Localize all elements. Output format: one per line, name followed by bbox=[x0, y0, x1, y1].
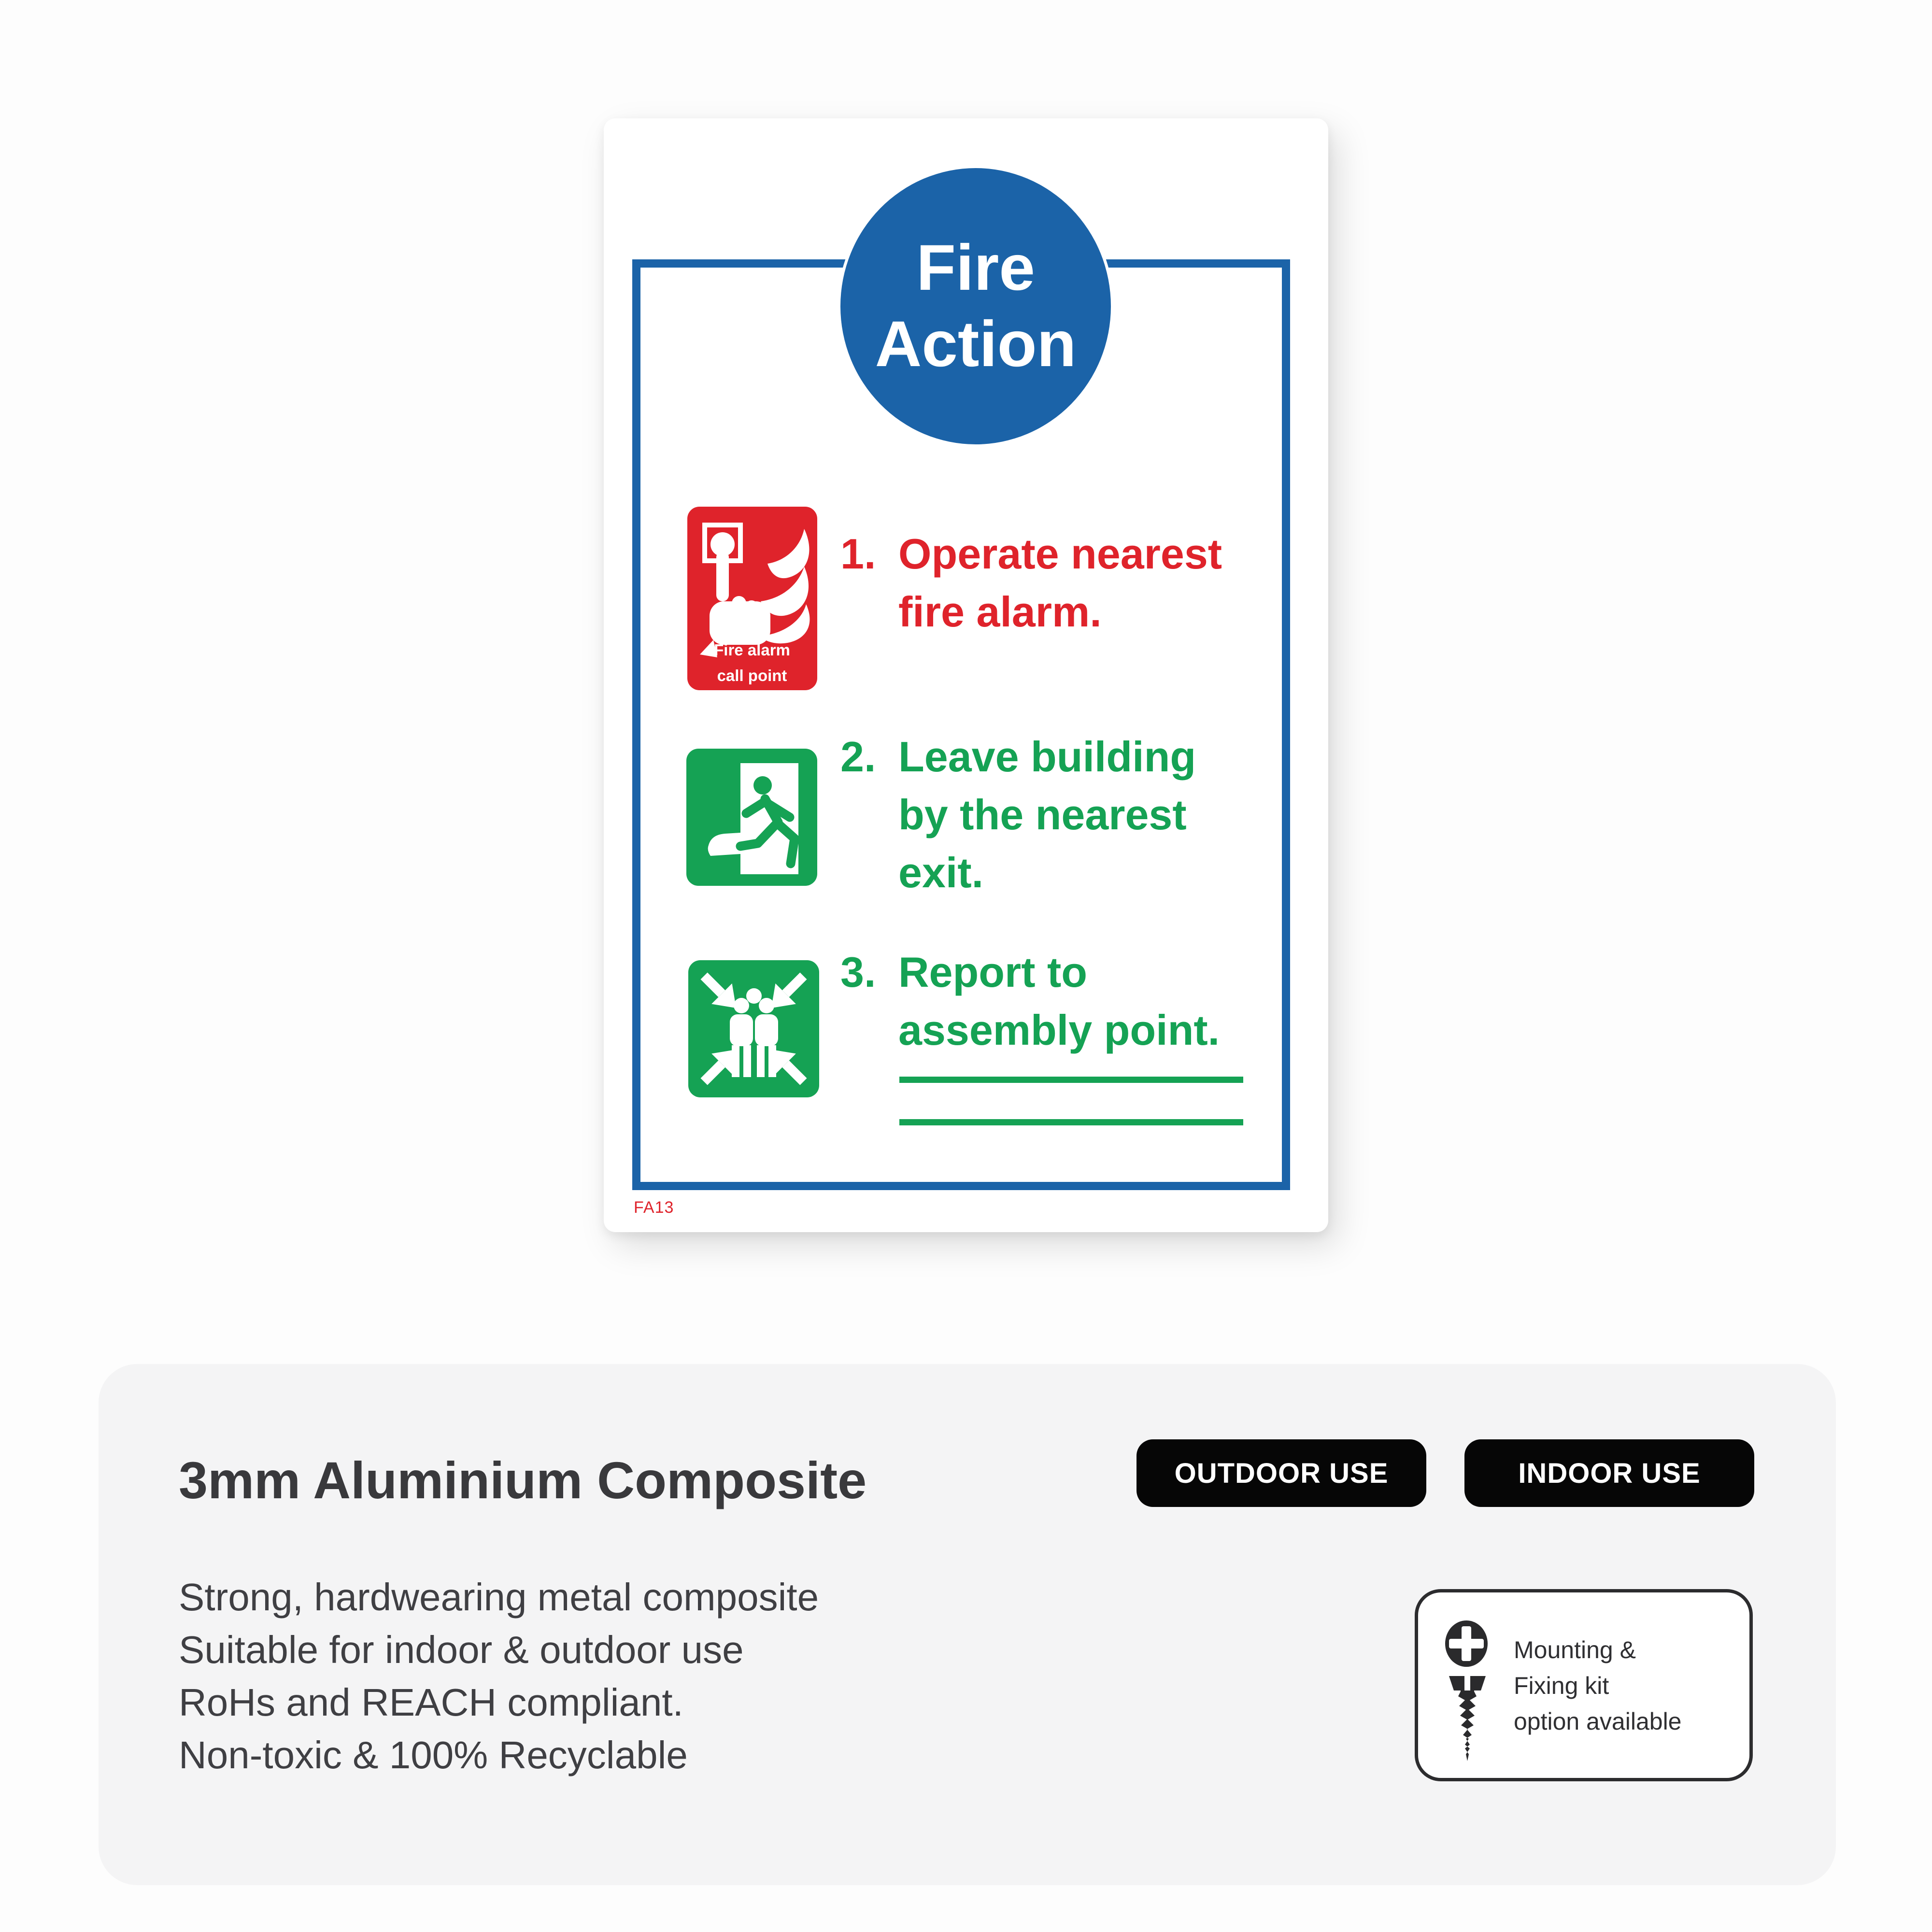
step-3 bbox=[840, 943, 1220, 1059]
outdoor-use-badge: OUTDOOR USE bbox=[1136, 1439, 1426, 1507]
description-line: Suitable for indoor & outdoor use bbox=[179, 1628, 744, 1671]
step-2-line3: exit. bbox=[898, 849, 984, 896]
mounting-kit-box bbox=[1415, 1589, 1753, 1781]
step-3-line1: Report to bbox=[898, 948, 1088, 996]
panel-description bbox=[179, 1571, 819, 1781]
step-1 bbox=[840, 525, 1222, 641]
description-line: Strong, hardwearing metal composite bbox=[179, 1576, 819, 1619]
mounting-kit-line1: Mounting & bbox=[1514, 1636, 1636, 1663]
assembly-point-icon bbox=[688, 960, 819, 1097]
step-2-number: 2. bbox=[840, 733, 876, 781]
step-1-line1: Operate nearest bbox=[898, 530, 1222, 578]
product-info-panel bbox=[99, 1364, 1836, 1885]
call-point-caption-line2: call point bbox=[717, 667, 787, 684]
sign-title-line1: Fire bbox=[916, 232, 1035, 304]
step-2 bbox=[840, 728, 1196, 902]
call-point-caption-line1: Fire alarm bbox=[714, 641, 790, 659]
step-2-line1: Leave building bbox=[898, 733, 1196, 781]
screw-icon bbox=[1446, 1675, 1489, 1765]
sign-title-line2: Action bbox=[875, 308, 1077, 380]
indoor-use-badge: INDOOR USE bbox=[1464, 1439, 1754, 1507]
mounting-kit-line2: Fixing kit bbox=[1514, 1672, 1609, 1699]
fire-action-sign bbox=[604, 118, 1328, 1232]
description-line: Non-toxic & 100% Recyclable bbox=[179, 1733, 688, 1776]
step-1-line2: fire alarm. bbox=[898, 588, 1102, 636]
step-3-number: 3. bbox=[840, 948, 876, 996]
description-line: RoHs and REACH compliant. bbox=[179, 1681, 683, 1724]
fire-exit-running-man-icon bbox=[686, 749, 817, 886]
fire-alarm-call-point-icon bbox=[687, 507, 817, 690]
product-code: FA13 bbox=[634, 1198, 674, 1217]
mounting-kit-line3: option available bbox=[1514, 1708, 1682, 1735]
fire-action-header-disc bbox=[840, 168, 1111, 444]
mounting-kit-text bbox=[1514, 1632, 1682, 1739]
step-1-number: 1. bbox=[840, 530, 876, 578]
step-2-line2: by the nearest bbox=[898, 791, 1187, 838]
assembly-point-write-in-line-1 bbox=[899, 1077, 1243, 1083]
panel-heading: 3mm Aluminium Composite bbox=[179, 1451, 867, 1509]
step-3-line2: assembly point. bbox=[898, 1006, 1220, 1054]
assembly-point-write-in-line-2 bbox=[899, 1119, 1243, 1125]
phillips-screw-head-icon bbox=[1443, 1619, 1490, 1668]
